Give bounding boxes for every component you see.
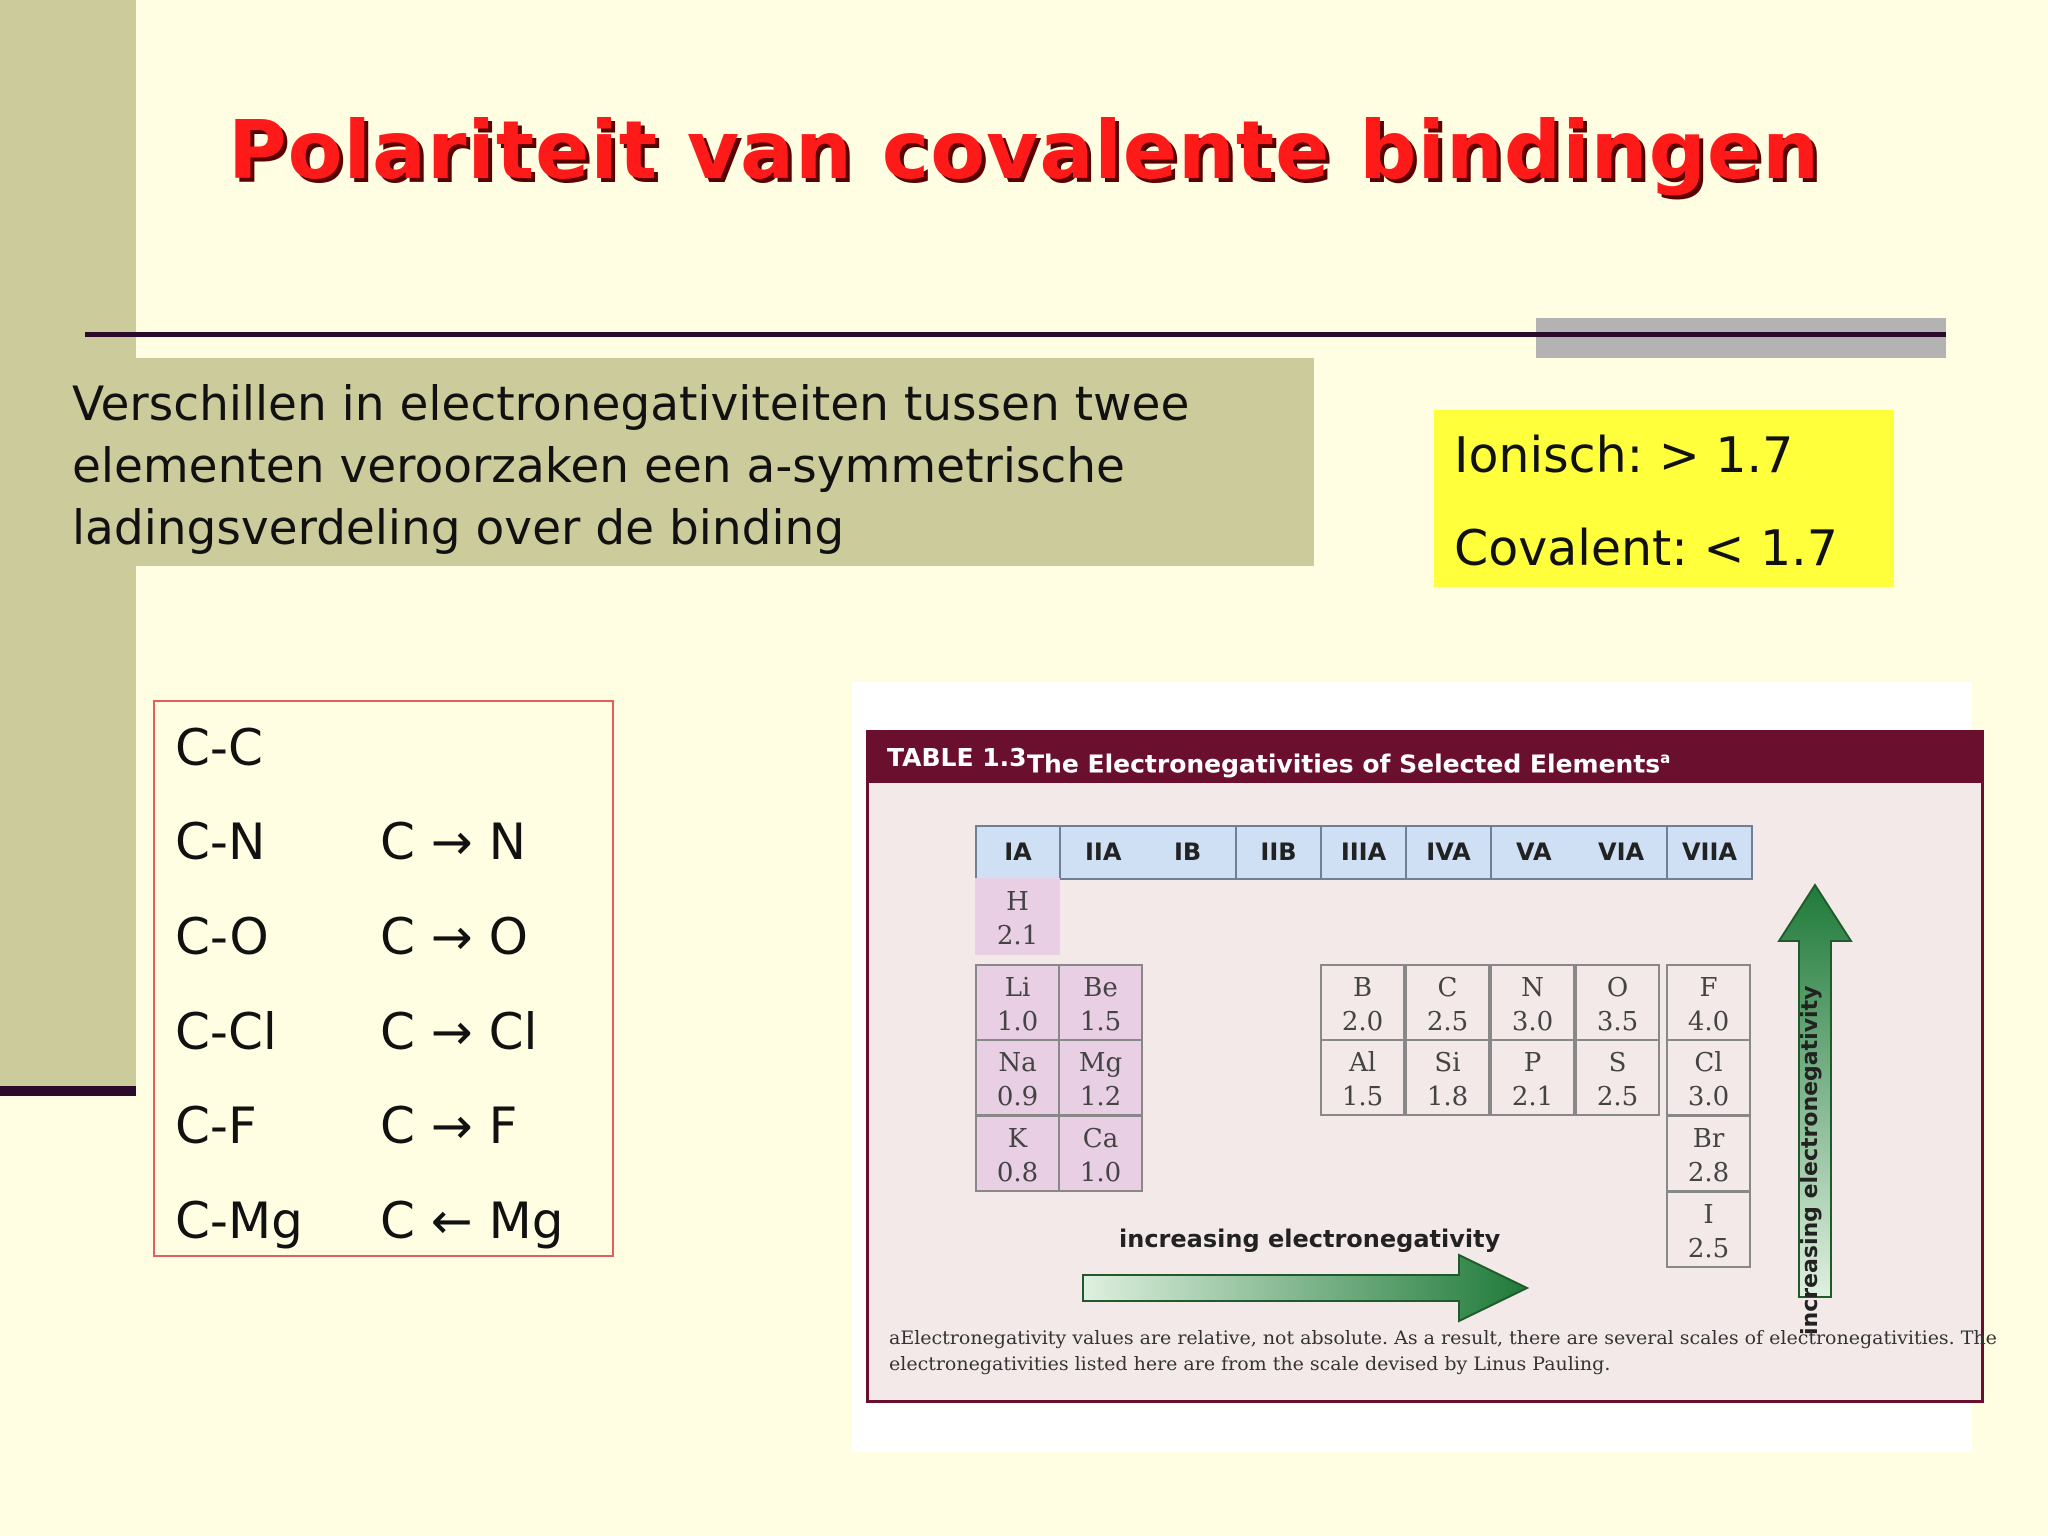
element-value: 3.0 — [1511, 1007, 1554, 1037]
group-va-via — [1490, 825, 1668, 880]
group-iva: IVA — [1405, 825, 1492, 880]
group-iia: IIA — [1085, 838, 1122, 866]
element-symbol: Be — [1083, 973, 1118, 1003]
bond-direction: C → Cl — [380, 1003, 538, 1061]
element-symbol: K — [1007, 1124, 1028, 1154]
element-value: 2.5 — [1687, 1234, 1730, 1264]
threshold-box — [1434, 410, 1894, 587]
element-cell-br — [1666, 1115, 1751, 1192]
element-cell-be — [1058, 964, 1143, 1041]
element-symbol: Br — [1692, 1124, 1725, 1154]
element-cell-n — [1490, 964, 1575, 1041]
group-ia: IA — [975, 825, 1061, 880]
element-symbol: Al — [1348, 1048, 1377, 1078]
element-value: 1.2 — [1079, 1082, 1122, 1112]
element-value: 2.8 — [1687, 1158, 1730, 1188]
footnote-line: electronegativities listed here are from the scale devised by Linus Pauling. — [889, 1353, 1611, 1375]
element-symbol: B — [1352, 973, 1373, 1003]
bond-direction: C → F — [380, 1097, 518, 1155]
element-cell-cl — [1666, 1039, 1751, 1116]
element-cell-li — [975, 964, 1060, 1041]
slide-title: Polariteit van covalente bindingen — [227, 104, 1821, 197]
element-symbol: H — [1006, 887, 1029, 917]
table-title: The Electronegativities of Selected Elements$^a$ — [1027, 749, 1671, 779]
table-footnote — [889, 1325, 1997, 1377]
table-number: TABLE 1.3 — [887, 743, 1027, 772]
element-cell-ca — [1058, 1115, 1143, 1192]
element-symbol: Ca — [1082, 1124, 1119, 1154]
element-symbol: Cl — [1694, 1048, 1723, 1078]
element-symbol: Li — [1004, 973, 1031, 1003]
element-symbol: S — [1608, 1048, 1627, 1078]
element-cell-mg — [1058, 1039, 1143, 1116]
footnote-line: aElectronegativity values are relative, not absolute. As a result, there are several scales of electronegativities. The — [889, 1327, 1997, 1349]
element-symbol: Na — [998, 1048, 1037, 1078]
element-value: 2.5 — [1596, 1082, 1639, 1112]
bond-label: C-C — [175, 719, 263, 777]
element-value: 2.0 — [1341, 1007, 1384, 1037]
bond-direction: C → N — [380, 813, 526, 871]
bond-label: C-F — [175, 1097, 257, 1155]
threshold-ionic: Ionisch: > 1.7 — [1454, 427, 1794, 484]
divider-accent — [1536, 318, 1946, 358]
table-frame — [866, 730, 1997, 1403]
element-cell-o — [1575, 964, 1660, 1041]
element-value: 1.5 — [1079, 1007, 1122, 1037]
element-value: 1.0 — [996, 1007, 1039, 1037]
element-value: 1.0 — [1079, 1158, 1122, 1188]
statement-box — [62, 358, 1314, 566]
element-value: 2.1 — [1511, 1082, 1554, 1112]
group-iia-ib — [1059, 825, 1237, 880]
element-cell-h — [975, 878, 1060, 955]
bond-label: C-O — [175, 908, 269, 966]
element-cell-k — [975, 1115, 1060, 1192]
element-symbol: I — [1703, 1200, 1714, 1230]
element-value: 0.8 — [996, 1158, 1039, 1188]
group-iib: IIB — [1235, 825, 1322, 880]
horizontal-arrow-label: increasing electronegativity — [1119, 1225, 1501, 1253]
threshold-covalent: Covalent: < 1.7 — [1454, 520, 1838, 577]
element-value: 4.0 — [1687, 1007, 1730, 1037]
bond-list — [153, 700, 614, 1257]
bond-direction: C → O — [380, 908, 528, 966]
statement-line: Verschillen in electronegativiteiten tussen twee — [72, 377, 1190, 432]
table-title-footnote-mark: a — [1660, 749, 1671, 767]
group-ib: IB — [1174, 838, 1202, 866]
element-symbol: C — [1437, 973, 1458, 1003]
bond-label: C-N — [175, 813, 266, 871]
element-value: 1.5 — [1341, 1082, 1384, 1112]
group-va: VA — [1516, 838, 1552, 866]
table-header — [869, 733, 1981, 783]
group-viia: VIIA — [1666, 825, 1753, 880]
element-value: 2.1 — [996, 921, 1039, 951]
group-iiia: IIIA — [1320, 825, 1407, 880]
element-cell-al — [1320, 1039, 1405, 1116]
element-value: 3.0 — [1687, 1082, 1730, 1112]
group-via: VIA — [1598, 838, 1645, 866]
element-symbol: N — [1521, 973, 1544, 1003]
statement-line: ladingsverdeling over de binding — [72, 501, 845, 556]
element-cell-na — [975, 1039, 1060, 1116]
element-value: 0.9 — [996, 1082, 1039, 1112]
statement-line: elementen veroorzaken een a-symmetrische — [72, 439, 1125, 494]
electronegativity-figure — [852, 682, 1997, 1452]
bond-label: C-Cl — [175, 1003, 277, 1061]
element-symbol: O — [1606, 973, 1629, 1003]
element-cell-f — [1666, 964, 1751, 1041]
element-cell-s — [1575, 1039, 1660, 1116]
bond-label: C-Mg — [175, 1192, 303, 1250]
element-cell-p — [1490, 1039, 1575, 1116]
divider-line — [85, 332, 1946, 337]
element-value: 1.8 — [1426, 1082, 1469, 1112]
element-cell-b — [1320, 964, 1405, 1041]
vertical-arrow-label: increasing electronegativity — [1798, 985, 1823, 1335]
element-value: 2.5 — [1426, 1007, 1469, 1037]
element-cell-i — [1666, 1191, 1751, 1268]
element-cell-c — [1405, 964, 1490, 1041]
horizontal-arrow-icon — [1079, 1253, 1539, 1323]
element-symbol: P — [1523, 1048, 1542, 1078]
bond-direction: C ← Mg — [380, 1192, 564, 1250]
element-symbol: F — [1699, 973, 1718, 1003]
element-value: 3.5 — [1596, 1007, 1639, 1037]
element-symbol: Mg — [1078, 1048, 1123, 1078]
element-symbol: Si — [1434, 1048, 1461, 1078]
side-bar-underline — [0, 1086, 136, 1096]
element-cell-si — [1405, 1039, 1490, 1116]
